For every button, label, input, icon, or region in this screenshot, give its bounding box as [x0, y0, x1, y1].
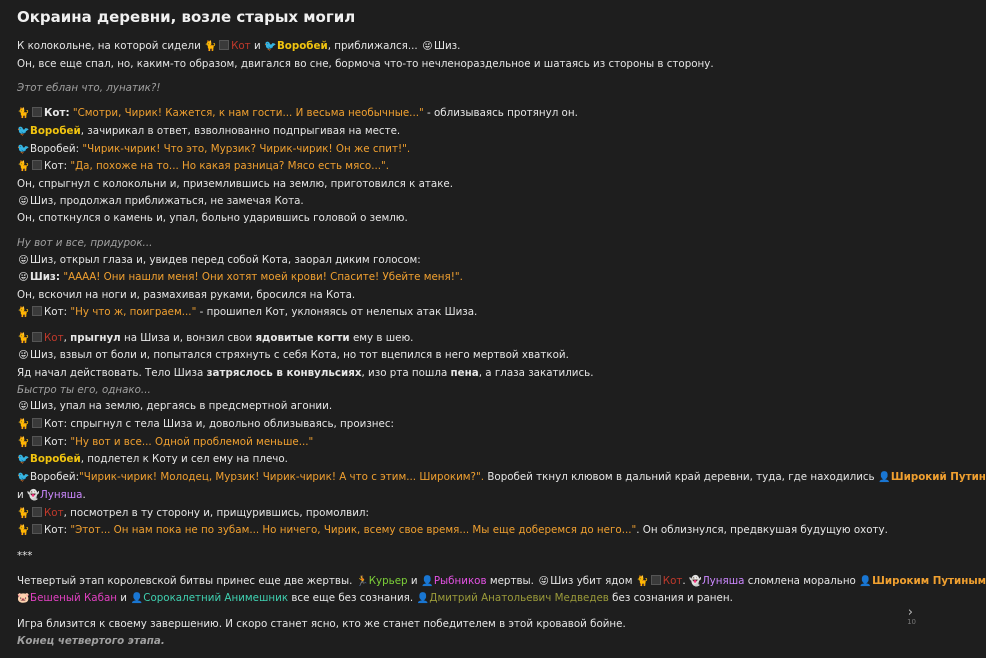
name-kot: Кот — [44, 506, 64, 519]
person-icon: 👤 — [416, 593, 430, 605]
text: и — [120, 592, 127, 605]
speech: "Смотри, Чирик! Кажется, к нам гости... И весьма необычные..." — [72, 107, 424, 120]
person-icon: 👤 — [421, 575, 434, 587]
person-icon: 👤 — [130, 593, 143, 605]
cat-icon: 🐈 — [17, 436, 30, 448]
name-lunyasha: Луняша — [701, 574, 745, 587]
story-line — [17, 451, 902, 469]
text: без сознания и ранен. — [612, 592, 733, 605]
name-shirokim-putinym: Широким Путиным — [872, 574, 986, 587]
name-vorobey: Воробей — [276, 40, 328, 52]
text: спрыгнул с тела Шиза и, довольно облизываясь, произнес: — [70, 418, 394, 431]
name-vorobey: Воробей — [30, 453, 81, 466]
text: Воробей ткнул клювом в дальний край деревни, туда, где находились — [487, 471, 875, 484]
bird-icon: 🐦 — [17, 143, 30, 155]
text: , подлетел к Коту и сел ему на плечо. — [80, 453, 288, 466]
story-line — [17, 505, 902, 523]
story-line — [17, 469, 986, 487]
text: Четвертый этап королевской битвы принес еще две жертвы. — [17, 574, 353, 587]
text: ядовитые когти — [255, 331, 350, 344]
name-kaban: Бешеный Кабан — [30, 592, 117, 605]
text: затряслось в конвульсиях — [206, 366, 362, 379]
paragraph-ending — [17, 616, 902, 649]
runner-icon: 🏃 — [355, 575, 369, 587]
paragraph-thought — [17, 80, 902, 97]
text: , открыл глаза и, увидев перед собой Кота, заорал диким голосом: — [53, 253, 421, 266]
speaker-label: Кот: — [44, 524, 68, 537]
text: сломлена морально — [747, 574, 856, 587]
cat-icon: 🐈 — [204, 41, 217, 52]
bird-icon: 🐦 — [17, 125, 30, 137]
name-medvedev: Дмитрий Анатольевич Медведев — [429, 592, 609, 605]
cat-icon: 🐈 — [17, 332, 30, 344]
crazy-face-icon: 😜 — [18, 272, 29, 284]
text: мертвы. — [489, 574, 534, 587]
person-icon: 👤 — [859, 575, 872, 587]
story-line — [17, 347, 902, 365]
story-line: Он, вскочил на ноги и, размахивая руками, бросился на Кота. — [17, 289, 356, 302]
crazy-face-icon: 😜 — [18, 350, 29, 362]
square-icon — [32, 306, 42, 316]
thought-line: Ну вот и все, придурок... — [17, 237, 153, 250]
text: и — [410, 574, 418, 587]
text: , упал на землю, дергаясь в предсмертной агонии. — [53, 400, 333, 413]
text: . — [457, 40, 461, 52]
bird-icon: 🐦 — [264, 41, 277, 52]
speaker-label: Кот: — [44, 435, 68, 448]
story-line — [17, 123, 902, 141]
name-shiz: Шиз — [433, 40, 458, 52]
name-kurer: Курьер — [368, 574, 408, 587]
text: Яд начал действовать. Тело Шиза — [17, 366, 204, 379]
story-line — [17, 398, 902, 416]
cat-icon: 🐈 — [17, 108, 30, 120]
speech: "Ну вот и все... Одной проблемой меньше..." — [70, 435, 314, 448]
name-rybnikov: Рыбников — [433, 574, 487, 587]
square-icon — [32, 418, 42, 428]
text: . — [82, 488, 86, 501]
story-line — [17, 193, 902, 211]
name-shiz: Шиз — [30, 349, 54, 362]
thought-line: Конец четвертого этапа. — [17, 634, 165, 647]
next-page-button[interactable]: › — [907, 605, 913, 620]
speech: "Чирик-чирик! Молодец, Мурзик! Чирик-чирик! А что с этим... Широким?". — [79, 471, 485, 484]
paragraph-intro — [17, 38, 902, 72]
speaker-label: Кот: — [44, 418, 68, 431]
text: . Он облизнулся, предвкушая будущую охоту. — [636, 524, 888, 537]
bird-icon: 🐦 — [17, 472, 30, 484]
text: - прошипел Кот, уклоняясь от нелепых атак Шиза. — [199, 305, 478, 318]
name-kot: Кот — [231, 40, 251, 52]
story-line — [17, 434, 902, 452]
story-line: 🐈 Кот, прыгнул на Шиза и, вонзил свои ядовитые когти ему в шею. — [17, 330, 902, 348]
name-shiz: Шиз — [30, 400, 54, 413]
name-kot: Кот — [44, 331, 64, 344]
speaker-label: Шиз: — [30, 271, 61, 284]
text: , зачирикал в ответ, взволнованно подпрыгивая на месте. — [80, 124, 401, 137]
speaker-label: Кот: — [44, 107, 70, 120]
story-line — [17, 573, 986, 591]
name-shiz: Шиз — [550, 574, 574, 587]
speech: "Этот... Он нам пока не по зубам... Но ничего, Чирик, всему свое время... Мы еще доберемся до него..." — [70, 524, 637, 537]
person-icon: 👤 — [878, 472, 891, 484]
story-line — [17, 158, 902, 176]
square-icon — [32, 332, 42, 342]
crazy-face-icon: 😜 — [538, 575, 549, 587]
text: , взвыл от боли и, попытался стряхнуть с себя Кота, но тот вцепился в него мертвой хваткой. — [53, 349, 569, 362]
text: , а глаза закатились. — [478, 366, 594, 379]
square-icon — [32, 436, 42, 446]
story-line: Игра близится к своему завершению. И скоро станет ясно, кто же станет победителем в этой кровавой бойне. — [17, 618, 626, 631]
paragraph-fight — [17, 235, 902, 322]
thought-line: Этот еблан что, лунатик?! — [17, 82, 161, 95]
text: пена — [450, 366, 479, 379]
speech: "Да, похоже на то... Но какая разница? Мясо есть мясо...". — [70, 160, 390, 173]
speaker-label: Воробей: — [30, 142, 80, 155]
crazy-face-icon: 😜 — [422, 41, 433, 52]
speaker-label: Кот: — [44, 305, 68, 318]
cat-icon: 🐈 — [17, 419, 30, 431]
pig-icon: 🐷 — [17, 593, 30, 605]
story-line: Он, спрыгнул с колокольни и, приземлившись на землю, приготовился к атаке. — [17, 177, 454, 190]
crazy-face-icon: 😜 — [18, 401, 29, 413]
text: и — [17, 488, 24, 501]
text: на Шиза и, вонзил свои — [123, 331, 253, 344]
speech: "АААА! Они нашли меня! Они хотят моей крови! Спасите! Убейте меня!". — [63, 271, 463, 284]
square-icon — [32, 107, 42, 117]
story-line: Он, все еще спал, но, каким-то образом, двигался во сне, бормоча что-то нечленораздельное и шатаясь из стороны в сторону. — [17, 57, 714, 70]
page-title: Окраина деревни, возле старых могил — [17, 8, 356, 26]
story-line — [17, 590, 902, 608]
paragraph-bell — [17, 105, 902, 227]
square-icon — [219, 40, 229, 50]
cat-icon: 🐈 — [17, 525, 30, 537]
name-shiz: Шиз — [30, 253, 54, 266]
cat-icon: 🐈 — [636, 575, 649, 587]
text: ему в шею. — [352, 331, 414, 344]
story-line — [17, 522, 902, 540]
text: , посмотрел в ту сторону и, прищурившись, промолвил: — [63, 506, 369, 519]
story-line — [17, 105, 902, 123]
name-anime: Сорокалетний Анимешник — [143, 592, 289, 605]
square-icon — [32, 160, 42, 170]
page-number: 10 — [907, 618, 916, 626]
story-line — [17, 252, 902, 270]
bird-icon: 🐦 — [17, 454, 30, 466]
story-line — [17, 416, 902, 434]
text: , продолжал приближаться, не замечая Кота. — [53, 194, 304, 207]
text: . — [682, 574, 686, 587]
name-shiz: Шиз — [30, 194, 54, 207]
name-kot: Кот — [662, 574, 683, 587]
crazy-face-icon: 😜 — [18, 254, 29, 266]
name-shirokiy-putin: Широкий Путин — [890, 471, 986, 484]
story-line — [17, 487, 902, 505]
text: - облизываясь протянул он. — [427, 107, 578, 120]
text: К колокольне, на которой сидели — [17, 40, 201, 52]
story-line — [17, 141, 902, 159]
speech: "Ну что ж, поиграем..." — [70, 305, 197, 318]
cat-icon: 🐈 — [17, 306, 30, 318]
story-line — [17, 269, 902, 287]
cat-icon: 🐈 — [17, 507, 30, 519]
cat-icon: 🐈 — [17, 161, 30, 173]
text: прыгнул — [70, 331, 121, 344]
thought-line: Быстро ты его, однако... — [17, 383, 151, 396]
square-icon — [651, 575, 661, 585]
text: , изо рта пошла — [361, 366, 448, 379]
crazy-face-icon: 😜 — [18, 195, 29, 207]
separator: *** — [17, 549, 33, 562]
paragraph-summary — [17, 573, 986, 608]
name-vorobey: Воробей — [30, 124, 81, 137]
paragraph-poison — [17, 330, 986, 540]
ghost-icon: 👻 — [689, 575, 702, 587]
text: , приближался... — [327, 40, 418, 52]
text: все еще без сознания. — [291, 592, 414, 605]
ghost-icon: 👻 — [27, 489, 40, 501]
square-icon — [32, 507, 42, 517]
name-lunyasha: Луняша — [39, 488, 83, 501]
story-line: Он, споткнулся о камень и, упал, больно ударившись головой о землю. — [17, 212, 408, 225]
speaker-label: Кот: — [44, 160, 68, 173]
speaker-label: Воробей: — [30, 471, 80, 484]
text: и — [253, 40, 261, 52]
story-line — [17, 365, 902, 382]
speech: "Чирик-чирик! Что это, Мурзик? Чирик-чирик! Он же спит!". — [82, 142, 411, 155]
story-line — [17, 304, 902, 322]
text: убит ядом — [576, 574, 633, 587]
story-line — [17, 38, 902, 56]
paragraph-separator — [17, 548, 902, 565]
square-icon — [32, 524, 42, 534]
